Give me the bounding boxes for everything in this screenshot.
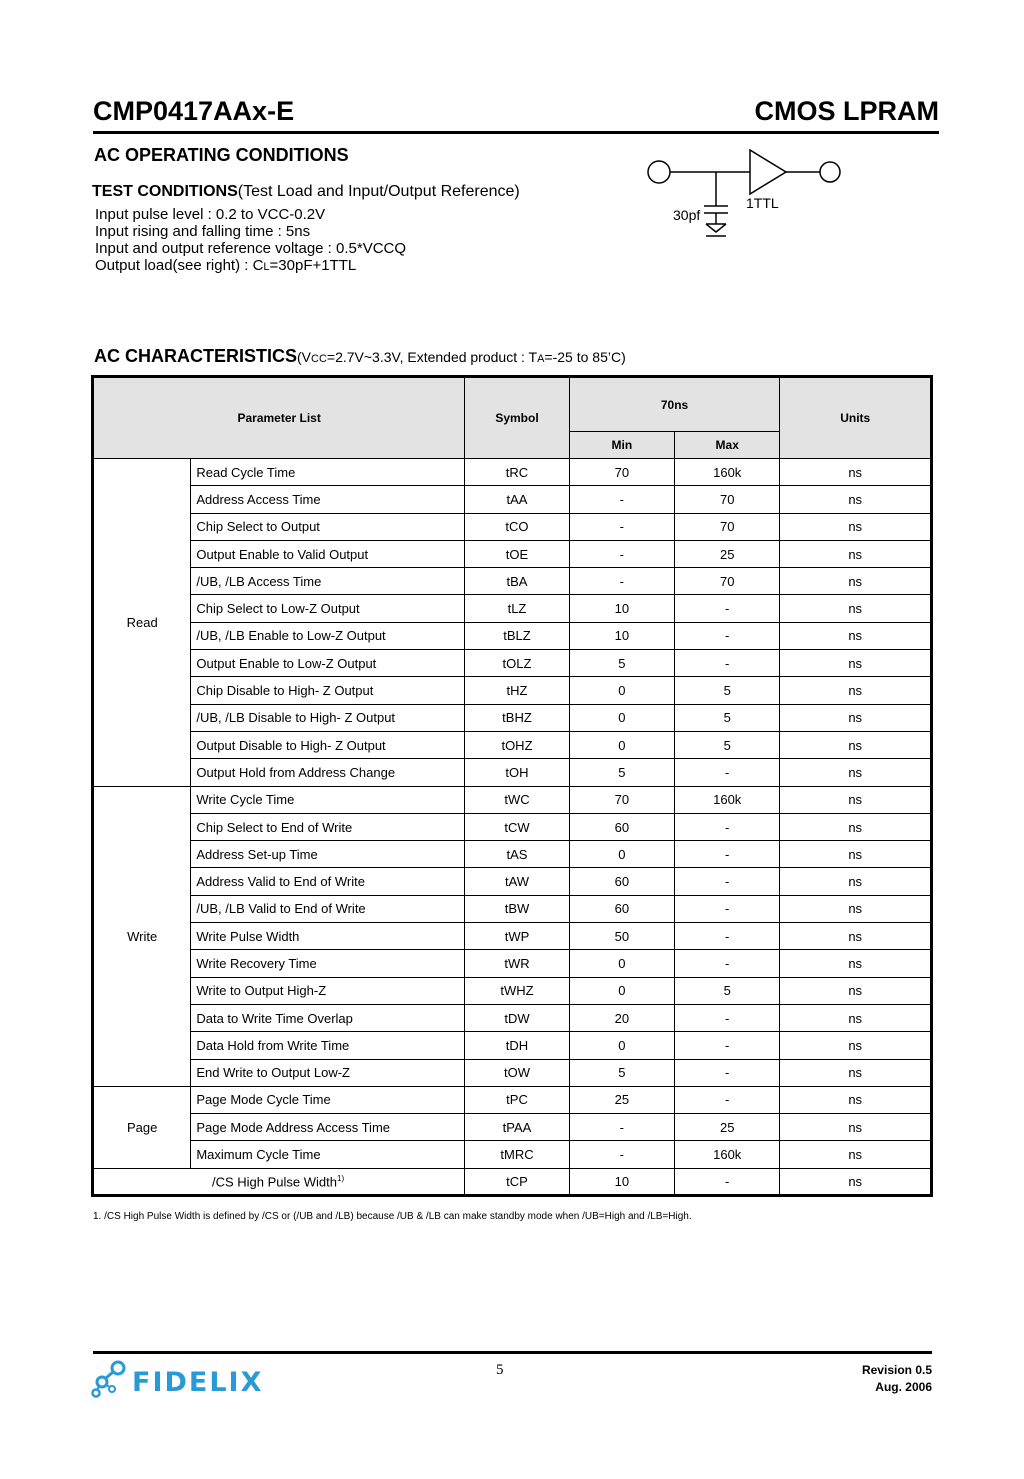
- min-value: -: [569, 486, 674, 513]
- min-value: -: [569, 568, 674, 595]
- symbol: tPC: [465, 1086, 569, 1113]
- min-value: 0: [569, 731, 674, 758]
- table-row: [93, 1086, 932, 1113]
- param-name: Chip Disable to High- Z Output: [191, 677, 465, 704]
- param-name: Write to Output High-Z: [191, 977, 465, 1004]
- test-line-4: [95, 257, 406, 276]
- ac-cond-sub1: CC: [311, 353, 327, 365]
- symbol: tWC: [465, 786, 569, 813]
- min-value: 0: [569, 677, 674, 704]
- min-value: 0: [569, 704, 674, 731]
- min-value: 60: [569, 868, 674, 895]
- symbol: tAA: [465, 486, 569, 513]
- min-value: 20: [569, 1004, 674, 1031]
- unit: ns: [780, 486, 932, 513]
- table-row: [93, 923, 932, 950]
- unit: ns: [780, 977, 932, 1004]
- footer-divider: [93, 1351, 932, 1354]
- symbol: tWP: [465, 923, 569, 950]
- param-name: /UB, /LB Access Time: [191, 568, 465, 595]
- unit: ns: [780, 950, 932, 977]
- test-load-circuit-svg: [640, 146, 850, 246]
- revision-block: [862, 1362, 932, 1396]
- max-value: 5: [675, 704, 780, 731]
- fidelix-logo-icon: [88, 1358, 278, 1398]
- symbol: tWHZ: [465, 977, 569, 1004]
- table-row: [93, 841, 932, 868]
- symbol: tOE: [465, 540, 569, 567]
- param-name: Output Hold from Address Change: [191, 759, 465, 786]
- min-value: 5: [569, 650, 674, 677]
- test-line-1: Input pulse level : 0.2 to VCC-0.2V: [95, 206, 326, 223]
- ac-operating-title: AC OPERATING CONDITIONS: [94, 145, 349, 165]
- min-value: 5: [569, 1059, 674, 1086]
- param-name: Data Hold from Write Time: [191, 1032, 465, 1059]
- unit: ns: [780, 704, 932, 731]
- unit: ns: [780, 923, 932, 950]
- input-terminal-icon: [648, 161, 670, 183]
- table-row: [93, 1032, 932, 1059]
- max-value: 25: [675, 540, 780, 567]
- param-name: Write Cycle Time: [191, 786, 465, 813]
- min-value: -: [569, 1141, 674, 1168]
- min-value: -: [569, 1114, 674, 1141]
- min-value: 10: [569, 1168, 674, 1195]
- symbol: tAW: [465, 868, 569, 895]
- test-line-4-b: =30pF+1TTL: [269, 257, 357, 274]
- table-row: [93, 1141, 932, 1168]
- unit: ns: [780, 895, 932, 922]
- table-row: [93, 704, 932, 731]
- test-conditions-rest: (Test Load and Input/Output Reference): [237, 183, 520, 200]
- ac-char-bold: AC CHARACTERISTICS: [94, 346, 298, 366]
- param-name: Address Valid to End of Write: [191, 868, 465, 895]
- max-value: -: [675, 1032, 780, 1059]
- min-value: 10: [569, 595, 674, 622]
- param-name: Write Recovery Time: [191, 950, 465, 977]
- max-value: 70: [675, 568, 780, 595]
- table-row: [93, 677, 932, 704]
- test-conditions-list: [95, 206, 406, 276]
- unit: ns: [780, 1141, 932, 1168]
- param-name-cs: [93, 1168, 465, 1195]
- unit: ns: [780, 731, 932, 758]
- part-number: CMP0417AAx-E: [93, 96, 295, 126]
- param-name: Output Enable to Valid Output: [191, 540, 465, 567]
- table-row: [93, 731, 932, 758]
- min-value: 10: [569, 622, 674, 649]
- unit: ns: [780, 1114, 932, 1141]
- group-page: Page: [93, 1086, 191, 1168]
- unit: ns: [780, 1032, 932, 1059]
- max-value: -: [675, 1168, 780, 1195]
- max-value: -: [675, 841, 780, 868]
- unit: ns: [780, 759, 932, 786]
- symbol: tHZ: [465, 677, 569, 704]
- max-value: 70: [675, 486, 780, 513]
- page-number: 5: [496, 1362, 504, 1378]
- max-value: -: [675, 650, 780, 677]
- fidelix-logo: [88, 1358, 278, 1398]
- symbol: tBW: [465, 895, 569, 922]
- unit: ns: [780, 786, 932, 813]
- unit: ns: [780, 868, 932, 895]
- symbol: tOH: [465, 759, 569, 786]
- param-name: Page Mode Address Access Time: [191, 1114, 465, 1141]
- header-max: Max: [675, 432, 780, 459]
- param-name: Chip Select to Low-Z Output: [191, 595, 465, 622]
- param-name: Address Set-up Time: [191, 841, 465, 868]
- param-name: Output Disable to High- Z Output: [191, 731, 465, 758]
- logo-text: FIDELIX: [132, 1367, 264, 1398]
- param-name: Address Access Time: [191, 486, 465, 513]
- max-value: -: [675, 622, 780, 649]
- table-row: [93, 813, 932, 840]
- table-row: [93, 486, 932, 513]
- table-row: [93, 459, 932, 486]
- group-write: Write: [93, 786, 191, 1086]
- max-value: -: [675, 813, 780, 840]
- symbol: tDH: [465, 1032, 569, 1059]
- min-value: 50: [569, 923, 674, 950]
- unit: ns: [780, 513, 932, 540]
- symbol: tBA: [465, 568, 569, 595]
- ac-cond-a: (V: [297, 349, 312, 365]
- header-parameter: Parameter List: [93, 377, 465, 459]
- min-value: 70: [569, 786, 674, 813]
- max-value: 5: [675, 977, 780, 1004]
- symbol: tCP: [465, 1168, 569, 1195]
- cs-param-text: /CS High Pulse Width: [212, 1174, 337, 1190]
- max-value: 5: [675, 731, 780, 758]
- symbol: tCO: [465, 513, 569, 540]
- max-value: -: [675, 595, 780, 622]
- test-line-4-sub: L: [263, 261, 270, 273]
- max-value: 70: [675, 513, 780, 540]
- ac-cond-c: =-25 to 85’C): [544, 349, 626, 365]
- test-conditions-title: [92, 183, 520, 201]
- header-min: Min: [569, 432, 674, 459]
- revision-date: Aug. 2006: [875, 1380, 932, 1394]
- header-speed: 70ns: [569, 377, 780, 432]
- output-terminal-icon: [820, 162, 840, 182]
- param-name: End Write to Output Low-Z: [191, 1059, 465, 1086]
- ac-cond-b: =2.7V~3.3V, Extended product : T: [326, 349, 538, 365]
- table-row: [93, 950, 932, 977]
- revision: Revision 0.5: [861, 1363, 932, 1377]
- param-name: Read Cycle Time: [191, 459, 465, 486]
- unit: ns: [780, 1168, 932, 1195]
- max-value: -: [675, 1059, 780, 1086]
- unit: ns: [780, 1086, 932, 1113]
- group-read: Read: [93, 459, 191, 787]
- symbol: tBLZ: [465, 622, 569, 649]
- unit: ns: [780, 568, 932, 595]
- footnote-mark: 1): [337, 1173, 345, 1183]
- symbol: tOLZ: [465, 650, 569, 677]
- test-line-2: Input rising and falling time : 5ns: [95, 223, 311, 240]
- param-name: /UB, /LB Valid to End of Write: [191, 895, 465, 922]
- symbol: tRC: [465, 459, 569, 486]
- ttl-label: 1TTL: [746, 195, 779, 211]
- max-value: 160k: [675, 1141, 780, 1168]
- symbol: tWR: [465, 950, 569, 977]
- max-value: 25: [675, 1114, 780, 1141]
- page-header: [93, 94, 939, 134]
- table-row: [93, 1114, 932, 1141]
- table-row: [93, 895, 932, 922]
- max-value: -: [675, 1086, 780, 1113]
- ac-cond-sub2: A: [537, 353, 545, 365]
- min-value: 0: [569, 950, 674, 977]
- table-row: [93, 540, 932, 567]
- min-value: 0: [569, 1032, 674, 1059]
- ground-symbol: [706, 224, 726, 232]
- max-value: -: [675, 895, 780, 922]
- unit: ns: [780, 1004, 932, 1031]
- min-value: -: [569, 513, 674, 540]
- max-value: -: [675, 868, 780, 895]
- symbol: tDW: [465, 1004, 569, 1031]
- unit: ns: [780, 677, 932, 704]
- min-value: 60: [569, 895, 674, 922]
- min-value: 70: [569, 459, 674, 486]
- unit: ns: [780, 841, 932, 868]
- symbol: tCW: [465, 813, 569, 840]
- buffer-icon: [750, 150, 786, 194]
- min-value: 25: [569, 1086, 674, 1113]
- product-name: CMOS LPRAM: [754, 96, 939, 126]
- max-value: 5: [675, 677, 780, 704]
- header-units: Units: [780, 377, 932, 459]
- table-row: [93, 568, 932, 595]
- table-row: [93, 650, 932, 677]
- table-body: [93, 459, 932, 1196]
- table-row: [93, 1004, 932, 1031]
- max-value: -: [675, 950, 780, 977]
- param-name: Chip Select to Output: [191, 513, 465, 540]
- param-name: Chip Select to End of Write: [191, 813, 465, 840]
- param-name: /UB, /LB Enable to Low-Z Output: [191, 622, 465, 649]
- param-name: Page Mode Cycle Time: [191, 1086, 465, 1113]
- test-conditions-bold: TEST CONDITIONS: [92, 183, 238, 200]
- min-value: -: [569, 540, 674, 567]
- unit: ns: [780, 540, 932, 567]
- unit: ns: [780, 595, 932, 622]
- param-name: Write Pulse Width: [191, 923, 465, 950]
- header-symbol: Symbol: [465, 377, 569, 459]
- symbol: tAS: [465, 841, 569, 868]
- test-line-3: Input and output reference voltage : 0.5*VCCQ: [95, 240, 407, 257]
- param-name: Output Enable to Low-Z Output: [191, 650, 465, 677]
- table-row: [93, 622, 932, 649]
- min-value: 0: [569, 977, 674, 1004]
- symbol: tPAA: [465, 1114, 569, 1141]
- test-line-4-a: Output load(see right) : C: [95, 257, 264, 274]
- ac-characteristics-title: [94, 346, 626, 367]
- unit: ns: [780, 1059, 932, 1086]
- unit: ns: [780, 650, 932, 677]
- table-row: [93, 595, 932, 622]
- table-row: [93, 977, 932, 1004]
- table-row: [93, 513, 932, 540]
- cap-label: 30pf: [673, 207, 701, 223]
- test-load-circuit: [640, 146, 850, 246]
- max-value: 160k: [675, 459, 780, 486]
- table-row: [93, 868, 932, 895]
- max-value: -: [675, 1004, 780, 1031]
- unit: ns: [780, 622, 932, 649]
- symbol: tLZ: [465, 595, 569, 622]
- param-name: Data to Write Time Overlap: [191, 1004, 465, 1031]
- symbol: tBHZ: [465, 704, 569, 731]
- symbol: tOHZ: [465, 731, 569, 758]
- symbol: tMRC: [465, 1141, 569, 1168]
- min-value: 5: [569, 759, 674, 786]
- min-value: 0: [569, 841, 674, 868]
- param-name: Maximum Cycle Time: [191, 1141, 465, 1168]
- table-row: [93, 786, 932, 813]
- param-name: /UB, /LB Disable to High- Z Output: [191, 704, 465, 731]
- table-row: [93, 1168, 932, 1195]
- table-row: [93, 759, 932, 786]
- min-value: 60: [569, 813, 674, 840]
- footnote: 1. /CS High Pulse Width is defined by /CS or (/UB and /LB) because /UB & /LB can make standby mode when /UB=High and /LB=High.: [93, 1211, 692, 1222]
- unit: ns: [780, 813, 932, 840]
- unit: ns: [780, 459, 932, 486]
- max-value: -: [675, 759, 780, 786]
- symbol: tOW: [465, 1059, 569, 1086]
- max-value: -: [675, 923, 780, 950]
- max-value: 160k: [675, 786, 780, 813]
- ac-characteristics-table: [91, 375, 933, 1197]
- table-row: [93, 1059, 932, 1086]
